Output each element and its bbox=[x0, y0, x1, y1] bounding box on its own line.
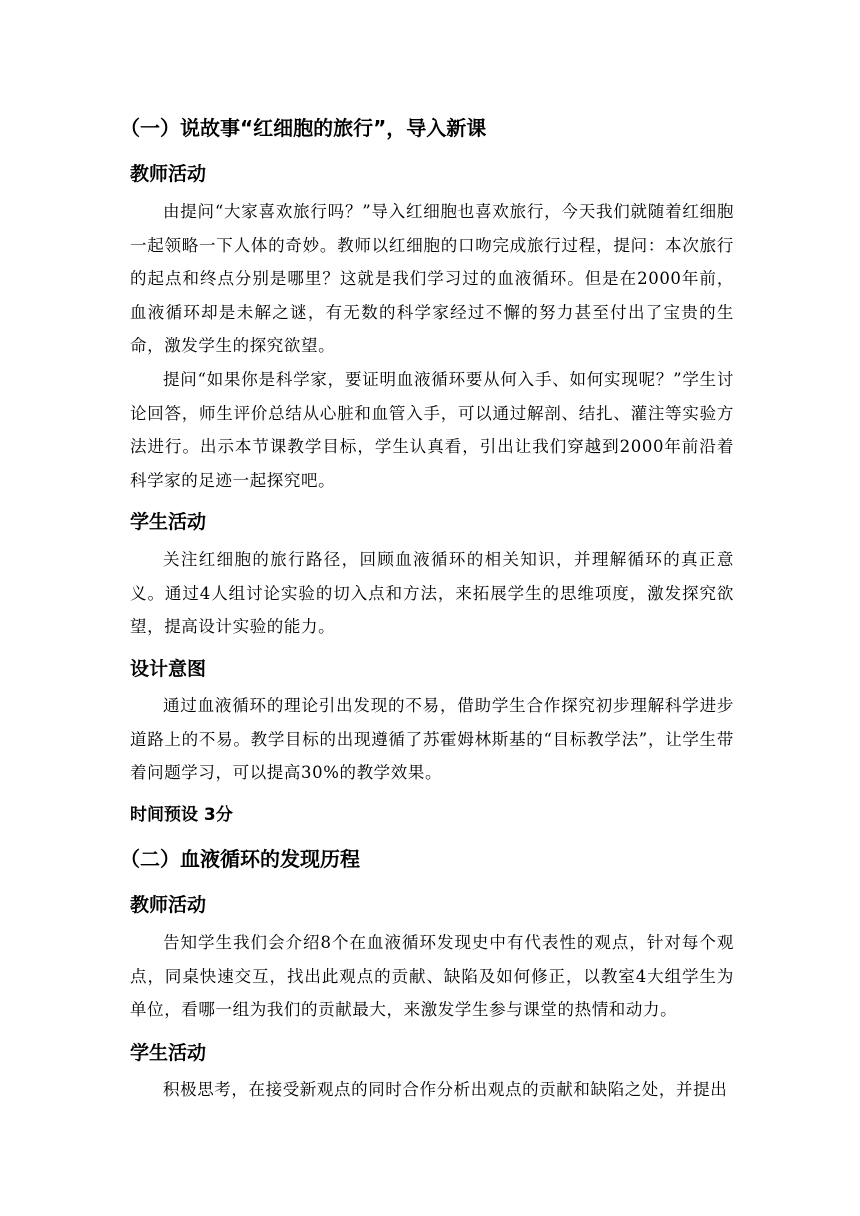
time-preset-label: 时间预设 3分 bbox=[130, 805, 233, 825]
section-1-design-paragraph: 通过血液循环的理论引出发现的不易，借助学生合作探究初步理解科学进步道路上的不易。教学目标的出现遵循了苏霍姆林斯基的“目标教学法”，让学生带着问题学习，可以提高30%的教学效果。 bbox=[130, 696, 734, 782]
section-2-student-heading: 学生活动 bbox=[130, 1042, 207, 1064]
section-1-teacher-heading: 教师活动 bbox=[130, 163, 207, 185]
section-1-student-paragraph: 关注红细胞的旅行路径，回顾血液循环的相关知识，并理解循环的真正意义。通过4人组讨论实验的切入点和方法，来拓展学生的思维项度，激发探究欲望，提高设计实验的能力。 bbox=[130, 550, 734, 636]
section-1-student-heading: 学生活动 bbox=[130, 511, 207, 533]
section-1-title: （一）说故事“红细胞的旅行”，导入新课 bbox=[120, 116, 487, 140]
section-1-teacher-paragraph-2: 提问“如果你是科学家，要证明血液循环要从何入手、如何实现呢？”学生讨论回答，师生评价总结从心脏和血管入手，可以通过解剖、结扎、灌注等实验方法进行。出示本节课教学目标，学生认真看，引出让我们穿越到2000年前沿着科学家的足迹一起探究吧。 bbox=[130, 370, 734, 490]
section-2-title: （二）血液循环的发现历程 bbox=[120, 847, 360, 871]
section-2-teacher-heading: 教师活动 bbox=[130, 894, 207, 916]
section-1-teacher-paragraph-1: 由提问“大家喜欢旅行吗？”导入红细胞也喜欢旅行，今天我们就随着红细胞一起领略一下人体的奇妙。教师以红细胞的口吻完成旅行过程，提问：本次旅行的起点和终点分别是哪里？这就是我们学习过的血液循环。但是在2000年前，血液循环却是未解之谜，有无数的科学家经过不懈的努力甚至付出了宝贵的生命，激发学生的探究欲望。 bbox=[130, 202, 734, 355]
section-2-teacher-paragraph: 告知学生我们会介绍8个在血液循环发现史中有代表性的观点，针对每个观点，同桌快速交互，找出此观点的贡献、缺陷及如何修正，以教室4大组学生为单位，看哪一组为我们的贡献最大，来激发学生参与课堂的热情和动力。 bbox=[130, 933, 734, 1019]
section-2-student-paragraph: 积极思考，在接受新观点的同时合作分析出观点的贡献和缺陷之处，并提出 bbox=[163, 1080, 728, 1099]
section-1-design-heading: 设计意图 bbox=[130, 658, 207, 680]
